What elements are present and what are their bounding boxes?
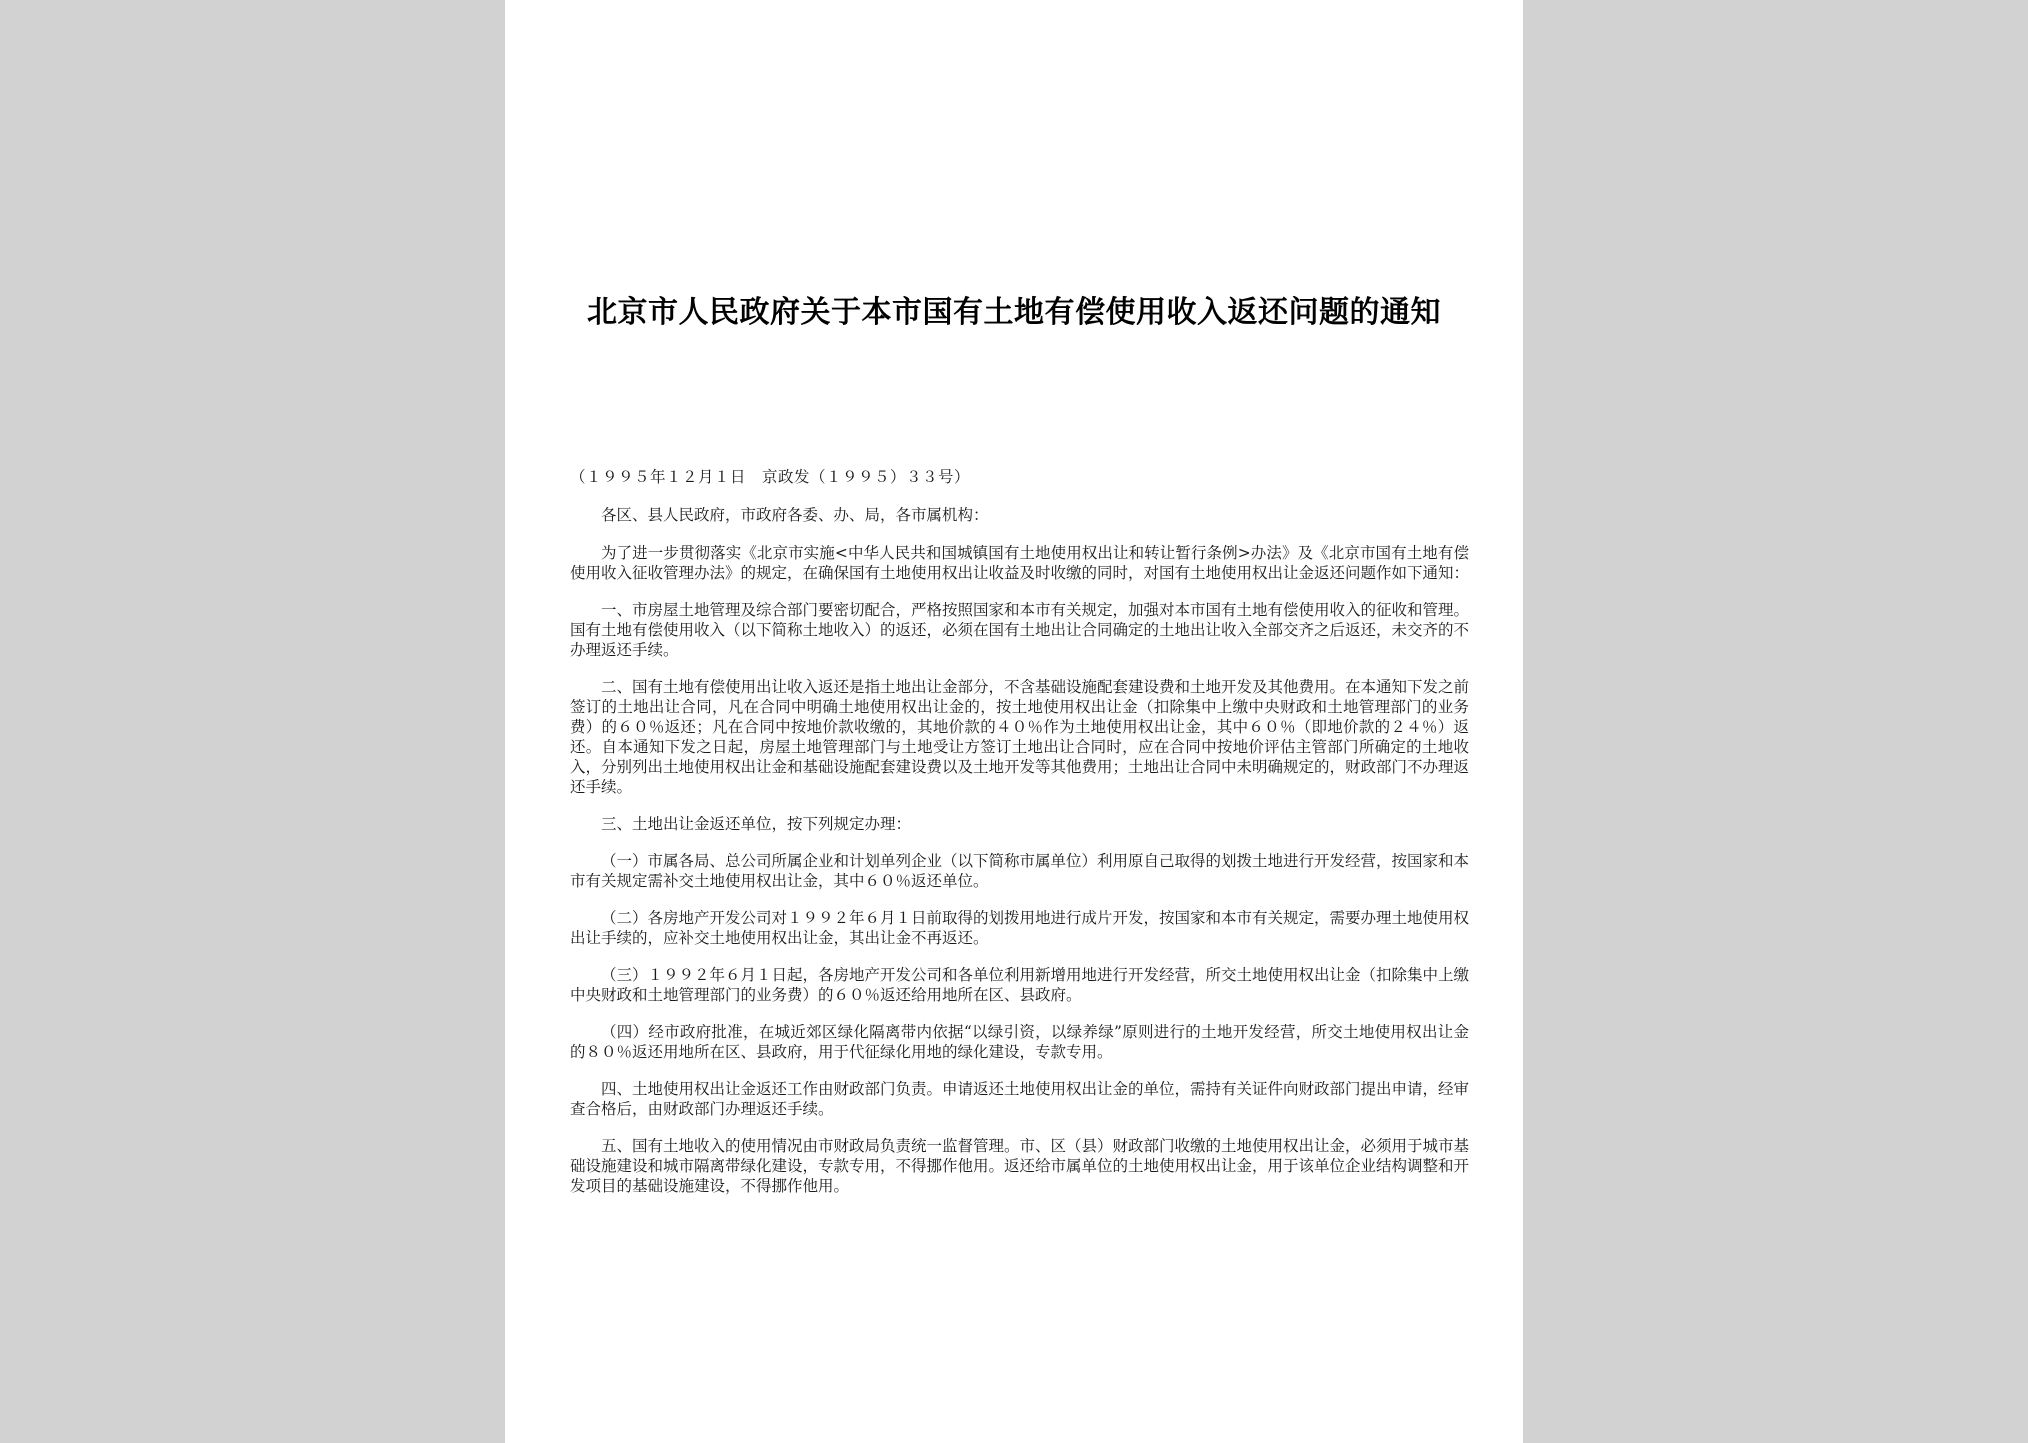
paragraph: （四）经市政府批准，在城近郊区绿化隔离带内依据“以绿引资，以绿养绿”原则进行的土地开发经营，所交土地使用权出让金的８０％返还用地所在区、县政府，用于代征绿化用地的绿化建设，专款专用。 bbox=[570, 1023, 1469, 1061]
paragraph: 五、国有土地收入的使用情况由市财政局负责统一监督管理。市、区（县）财政部门收缴的土地使用权出让金，必须用于城市基础设施建设和城市隔离带绿化建设，专款专用，不得挪作他用。返还给市属单位的土地使用权出让金，用于该单位企业结构调整和开发项目的基础设施建设，不得挪作他用。 bbox=[570, 1137, 1470, 1195]
paragraph: （二）各房地产开发公司对１９９２年６月１日前取得的划拨用地进行成片开发，按国家和本市有关规定，需要办理土地使用权出让手续的，应补交土地使用权出让金，其出让金不再返还。 bbox=[570, 909, 1470, 947]
paragraph: 三、土地出让金返还单位，按下列规定办理： bbox=[601, 815, 912, 833]
document-title: 北京市人民政府关于本市国有土地有偿使用收入返还问题的通知 bbox=[587, 295, 1441, 330]
paragraph: 为了进一步贯彻落实《北京市实施<中华人民共和国城镇国有土地使用权出让和转让暂行条例>办法》及《北京市国有土地有偿使用收入征收管理办法》的规定，在确保国有土地使用权出让收益及时收缴的同时，对国有土地使用权出让金返还问题作如下通知： bbox=[570, 544, 1470, 582]
paragraph: （三）１９９２年６月１日起，各房地产开发公司和各单位利用新增用地进行开发经营，所交土地使用权出让金（扣除集中上缴中央财政和土地管理部门的业务费）的６０％返还给用地所在区、县政府。 bbox=[570, 966, 1470, 1004]
paragraph: 一、市房屋土地管理及综合部门要密切配合，严格按照国家和本市有关规定，加强对本市国有土地有偿使用收入的征收和管理。国有土地有偿使用收入（以下简称土地收入）的返还，必须在国有土地出让合同确定的土地出让收入全部交齐之后返还，未交齐的不办理返还手续。 bbox=[570, 601, 1470, 659]
paragraph: 二、国有土地有偿使用出让收入返还是指土地出让金部分，不含基础设施配套建设费和土地开发及其他费用。在本通知下发之前签订的土地出让合同，凡在合同中明确土地使用权出让金的，按土地使用权出让金（扣除集中上缴中央财政和土地管理部门的业务费）的６０％返还；凡在合同中按地价款收缴的，其地价款的４０％作为土地使用权出让金，其中６０％（即地价款的２４％）返还。自本通知下发之日起，房屋土地管理部门与土地受让方签订土地出让合同时，应在合同中按地价评估主管部门所确定的土地收入，分别列出土地使用权出让金和基础设施配套建设费以及土地开发等其他费用；土地出让合同中未明确规定的，财政部门不办理返还手续。 bbox=[570, 678, 1470, 796]
document-page bbox=[505, 0, 1523, 1443]
salutation: 各区、县人民政府，市政府各委、办、局，各市属机构： bbox=[601, 506, 989, 524]
paragraph: （一）市属各局、总公司所属企业和计划单列企业（以下简称市属单位）利用原自己取得的划拨土地进行开发经营，按国家和本市有关规定需补交土地使用权出让金，其中６０％返还单位。 bbox=[570, 852, 1470, 890]
paragraph: 四、土地使用权出让金返还工作由财政部门负责。申请返还土地使用权出让金的单位，需持有关证件向财政部门提出申请，经审查合格后，由财政部门办理返还手续。 bbox=[570, 1080, 1470, 1118]
document-body bbox=[570, 467, 1469, 1213]
issue-date-and-number: （１９９５年１２月１日 京政发（１９９５）３３号） bbox=[570, 468, 971, 486]
